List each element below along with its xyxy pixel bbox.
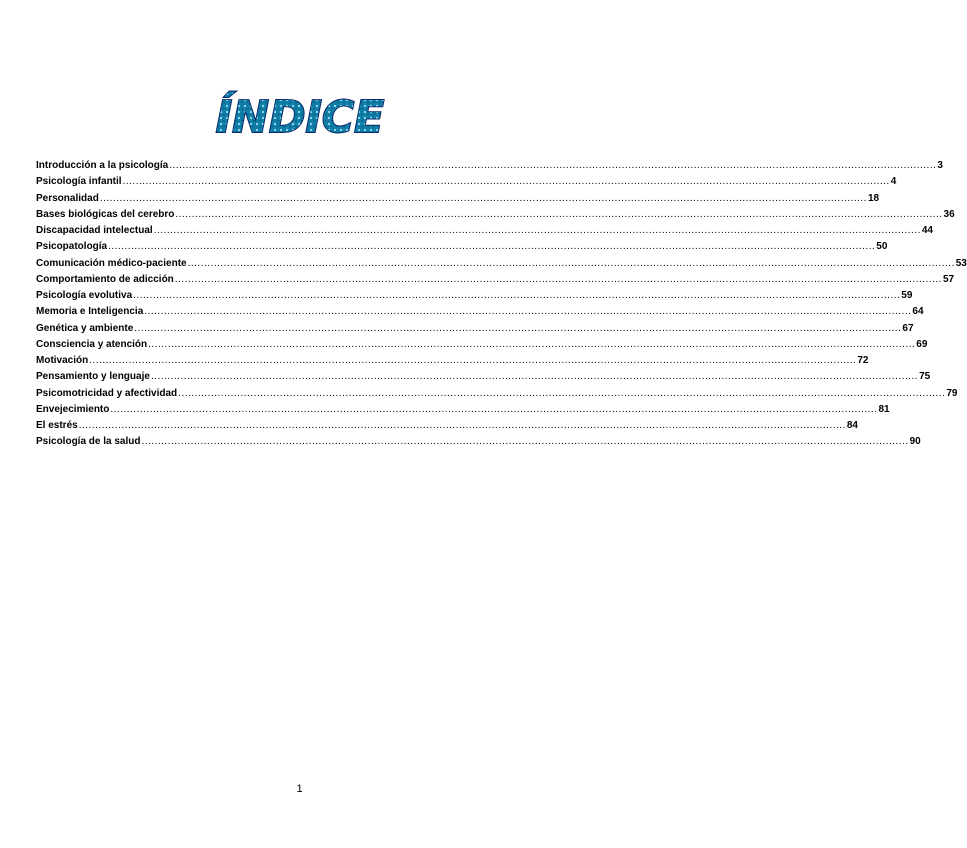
index-heading — [0, 86, 599, 145]
toc-entry-title: Pensamiento y lenguaje — [36, 371, 150, 383]
toc-entry-page: 67 — [902, 322, 914, 334]
toc-entry-title: Motivación — [36, 355, 89, 366]
toc-entry-title: Genética y ambiente — [36, 322, 134, 334]
toc-entry-page: 4 — [890, 176, 897, 188]
toc-entry[interactable] — [36, 337, 928, 353]
index-heading-wordart — [215, 86, 384, 143]
toc-entry[interactable] — [36, 174, 897, 190]
toc-dot-leader — [134, 321, 901, 337]
toc-dot-leader — [133, 288, 900, 304]
toc-dot-leader — [151, 369, 918, 385]
toc-entry[interactable] — [36, 158, 943, 174]
table-of-contents — [36, 158, 967, 451]
toc-entry-title: Psicopatología — [36, 241, 108, 253]
toc-entry[interactable] — [36, 239, 888, 255]
toc-dot-leader — [148, 337, 915, 353]
toc-entry-title: Psicología evolutiva — [36, 290, 133, 301]
index-heading-text: ÍNDICE — [215, 92, 384, 143]
toc-dot-leader — [169, 158, 936, 174]
toc-entry-title: Discapacidad intelectual — [36, 225, 153, 236]
toc-entry-page: 50 — [876, 241, 888, 253]
toc-entry-page: 84 — [846, 420, 858, 431]
toc-dot-leader — [123, 174, 890, 190]
toc-entry-title: Bases biológicas del cerebro — [36, 208, 175, 220]
toc-entry[interactable] — [36, 386, 958, 402]
toc-entry[interactable] — [36, 272, 955, 288]
toc-entry-page: 59 — [901, 290, 913, 301]
toc-dot-leader — [110, 402, 877, 418]
toc-entry-title: Psicología de la salud — [36, 436, 141, 448]
toc-entry[interactable] — [36, 402, 890, 418]
toc-entry[interactable] — [36, 207, 955, 223]
toc-entry-title: Comunicación médico-paciente — [36, 257, 187, 269]
toc-entry-title: Introducción a la psicología — [36, 160, 169, 171]
toc-entry-page: 44 — [921, 225, 933, 236]
toc-entry[interactable] — [36, 191, 880, 207]
toc-entry-page: 3 — [937, 160, 943, 171]
toc-dot-leader — [100, 191, 867, 207]
toc-entry-page: 75 — [919, 371, 931, 383]
toc-dot-leader — [175, 272, 942, 288]
page-number: 1 — [296, 783, 303, 795]
toc-entry-page: 64 — [912, 306, 924, 318]
toc-entry[interactable] — [36, 288, 913, 304]
toc-entry-title: Envejecimiento — [36, 403, 110, 415]
toc-entry-title: Psicología infantil — [36, 176, 122, 188]
toc-entry[interactable] — [36, 353, 869, 369]
toc-dot-leader — [188, 256, 955, 272]
toc-entry-title: El estrés — [36, 420, 78, 431]
toc-entry[interactable] — [36, 321, 914, 337]
toc-dot-leader — [175, 207, 942, 223]
toc-entry[interactable] — [36, 223, 933, 239]
toc-entry-title: Memoria e Inteligencia — [36, 306, 144, 318]
toc-entry-page: 53 — [955, 257, 967, 269]
toc-dot-leader — [178, 386, 945, 402]
toc-entry-page: 36 — [943, 208, 955, 220]
toc-entry-page: 90 — [909, 436, 921, 448]
toc-entry-title: Psicomotricidad y afectividad — [36, 387, 178, 399]
toc-entry-title: Consciencia y atención — [36, 338, 148, 350]
toc-entry-page: 81 — [878, 403, 890, 415]
toc-dot-leader — [108, 239, 875, 255]
toc-entry-title: Comportamiento de adicción — [36, 273, 174, 285]
toc-entry-page: 72 — [857, 355, 869, 366]
toc-entry-page: 69 — [916, 338, 928, 350]
toc-dot-leader — [79, 418, 846, 434]
toc-entry-page: 57 — [942, 273, 955, 285]
toc-dot-leader — [154, 223, 921, 239]
toc-dot-leader — [89, 353, 856, 369]
toc-entry[interactable] — [36, 256, 967, 272]
toc-dot-leader — [141, 434, 908, 450]
toc-entry-page: 18 — [867, 192, 880, 204]
toc-entry[interactable] — [36, 434, 921, 450]
toc-dot-leader — [144, 304, 911, 320]
toc-entry-page: 79 — [946, 387, 958, 399]
toc-entry[interactable] — [36, 418, 858, 434]
toc-entry[interactable] — [36, 369, 931, 385]
toc-entry-title: Personalidad — [36, 192, 99, 204]
toc-entry[interactable] — [36, 304, 924, 320]
